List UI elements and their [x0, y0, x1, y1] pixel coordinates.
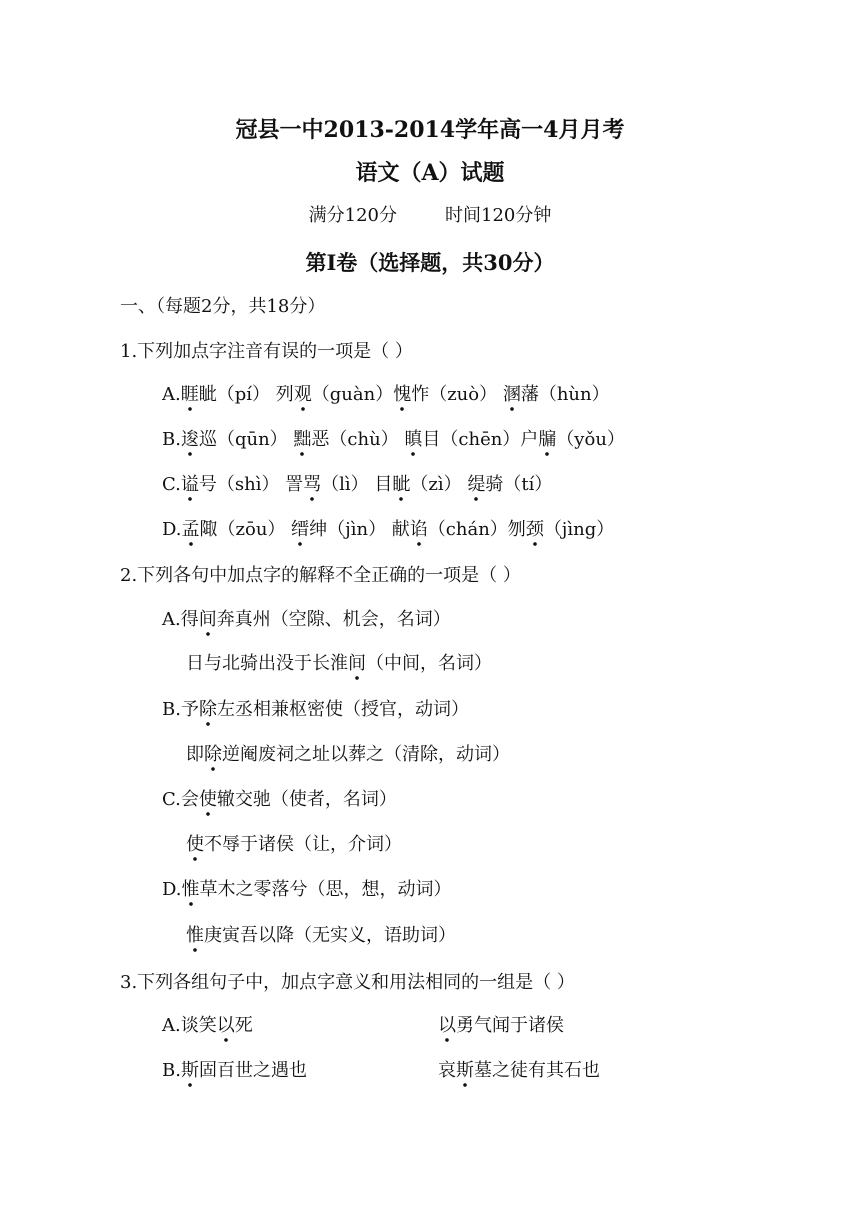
dotted-char: 愧 [393, 384, 411, 412]
text-seg: C.会 [162, 789, 199, 810]
dotted-char: 骂 [303, 474, 321, 502]
dotted-char: 观 [294, 384, 312, 412]
dotted-char: 使 [186, 834, 204, 862]
text-seg: 左丞相兼枢密使（授官，动词） [216, 699, 469, 720]
dotted-char: 除 [204, 744, 222, 772]
dotted-char: 除 [199, 699, 217, 727]
dotted-char: 眦 [392, 474, 410, 502]
dotted-char: 谥 [181, 474, 199, 502]
dotted-char: 使 [199, 789, 217, 817]
text-seg: 巡（qūn） [198, 429, 294, 450]
dotted-char: 斯 [181, 1060, 199, 1088]
full-score: 满分120分 [308, 205, 397, 226]
dotted-char: 牖 [538, 429, 556, 457]
dotted-char: 缇 [467, 474, 485, 502]
text-seg: D. [162, 879, 182, 900]
q2-option-c-line2 [186, 834, 402, 856]
text-seg: B. [162, 429, 181, 450]
text-seg: B.予 [162, 699, 199, 720]
dotted-char: 以 [217, 1015, 235, 1043]
text-seg: 庚寅吾以降（无实义，语助词） [204, 925, 456, 946]
text-seg: B. [162, 1060, 181, 1081]
q3-option-a-right [438, 1015, 564, 1037]
text-seg: A.谈笑 [162, 1015, 217, 1036]
text-seg: 即 [186, 744, 204, 765]
text-seg: 勇气闻于诸侯 [456, 1015, 564, 1036]
text-seg: 号（shì） 詈 [198, 474, 304, 495]
text-seg: 奔真州（空隙、机会，名词） [216, 609, 451, 630]
text-seg: 哀 [438, 1060, 456, 1081]
exam-time: 时间120分钟 [445, 205, 552, 226]
text-seg: （lì） 目 [321, 474, 393, 495]
exam-title: 冠县一中2013-2014学年高一4月月考 [235, 117, 625, 143]
section-title: 第Ⅰ卷（选择题，共30分） [305, 250, 555, 275]
q1-option-b [162, 429, 625, 451]
text-seg: 骑（tí） [485, 474, 553, 495]
text-seg: 日与北骑出没于长淮 [186, 653, 348, 674]
text-seg: 恶（chù） [311, 429, 405, 450]
q2-option-b-line2 [186, 744, 510, 766]
q3-stem: 3.下列各组句子中，加点字意义和用法相同的一组是（ ） [120, 972, 575, 993]
text-seg: C. [162, 474, 181, 495]
text-seg: 辙交驰（使者，名词） [216, 789, 397, 810]
text-seg: 目（chēn）户 [422, 429, 539, 450]
text-seg: 藩（hùn） [520, 384, 610, 405]
exam-subtitle: 语文（A）试题 [355, 160, 505, 186]
text-seg: 怍（zuò） [411, 384, 503, 405]
text-seg: D. [162, 519, 182, 540]
dotted-char: 间 [199, 609, 217, 637]
dotted-char: 以 [438, 1015, 456, 1043]
text-seg: 固百世之遇也 [198, 1060, 307, 1081]
q3-option-b-right [438, 1060, 600, 1082]
q2-option-c-line1 [162, 789, 397, 811]
dotted-char: 睚 [181, 384, 199, 412]
text-seg: 绅（jìn） 献 [309, 519, 410, 540]
q1-option-c [162, 474, 552, 496]
dotted-char: 孟 [182, 519, 200, 547]
text-seg: 草木之零落兮（思，想，动词） [199, 879, 452, 900]
dotted-char: 缙 [291, 519, 309, 547]
dotted-char: 斯 [456, 1060, 474, 1088]
dotted-char: 瞋 [404, 429, 422, 457]
text-seg: A.得 [162, 609, 199, 630]
text-seg: 眦（pí） 列 [198, 384, 294, 405]
q2-stem: 2.下列各句中加点字的解释不全正确的一项是（ ） [120, 565, 521, 586]
text-seg: 逆阉废祠之址以葬之（清除，动词） [222, 744, 510, 765]
dotted-char: 谄 [410, 519, 428, 547]
q2-option-b-line1 [162, 699, 469, 721]
dotted-char: 逡 [181, 429, 199, 457]
dotted-char: 颈 [526, 519, 544, 547]
q2-option-a-line1 [162, 609, 451, 631]
text-seg: 墓之徒有其石也 [474, 1060, 600, 1081]
text-seg: （yǒu） [556, 429, 625, 450]
q1-option-d [162, 519, 614, 541]
q1-option-a [162, 384, 610, 406]
dotted-char: 惟 [182, 879, 200, 907]
dotted-char: 惟 [186, 925, 204, 953]
q2-option-d-line2 [186, 925, 456, 947]
q2-option-d-line1 [162, 879, 452, 901]
text-seg: （jìng） [543, 519, 615, 540]
text-seg: 陬（zōu） [199, 519, 292, 540]
text-seg: （guàn） [311, 384, 394, 405]
text-seg: （chán）刎 [427, 519, 526, 540]
q2-option-a-line2 [186, 653, 492, 675]
q3-option-b-left [162, 1060, 307, 1082]
dotted-char: 溷 [503, 384, 521, 412]
dotted-char: 间 [348, 653, 366, 681]
text-seg: （zì） [410, 474, 468, 495]
text-seg: 不辱于诸侯（让，介词） [204, 834, 402, 855]
text-seg: 死 [234, 1015, 253, 1036]
text-seg: A. [162, 384, 181, 405]
q3-option-a-left [162, 1015, 253, 1037]
q1-stem: 1.下列加点字注音有误的一项是（ ） [120, 341, 413, 362]
exam-meta [0, 205, 860, 227]
text-seg: （中间，名词） [366, 653, 492, 674]
part1-heading: 一、（每题2分，共18分） [120, 296, 326, 317]
dotted-char: 黜 [293, 429, 311, 457]
